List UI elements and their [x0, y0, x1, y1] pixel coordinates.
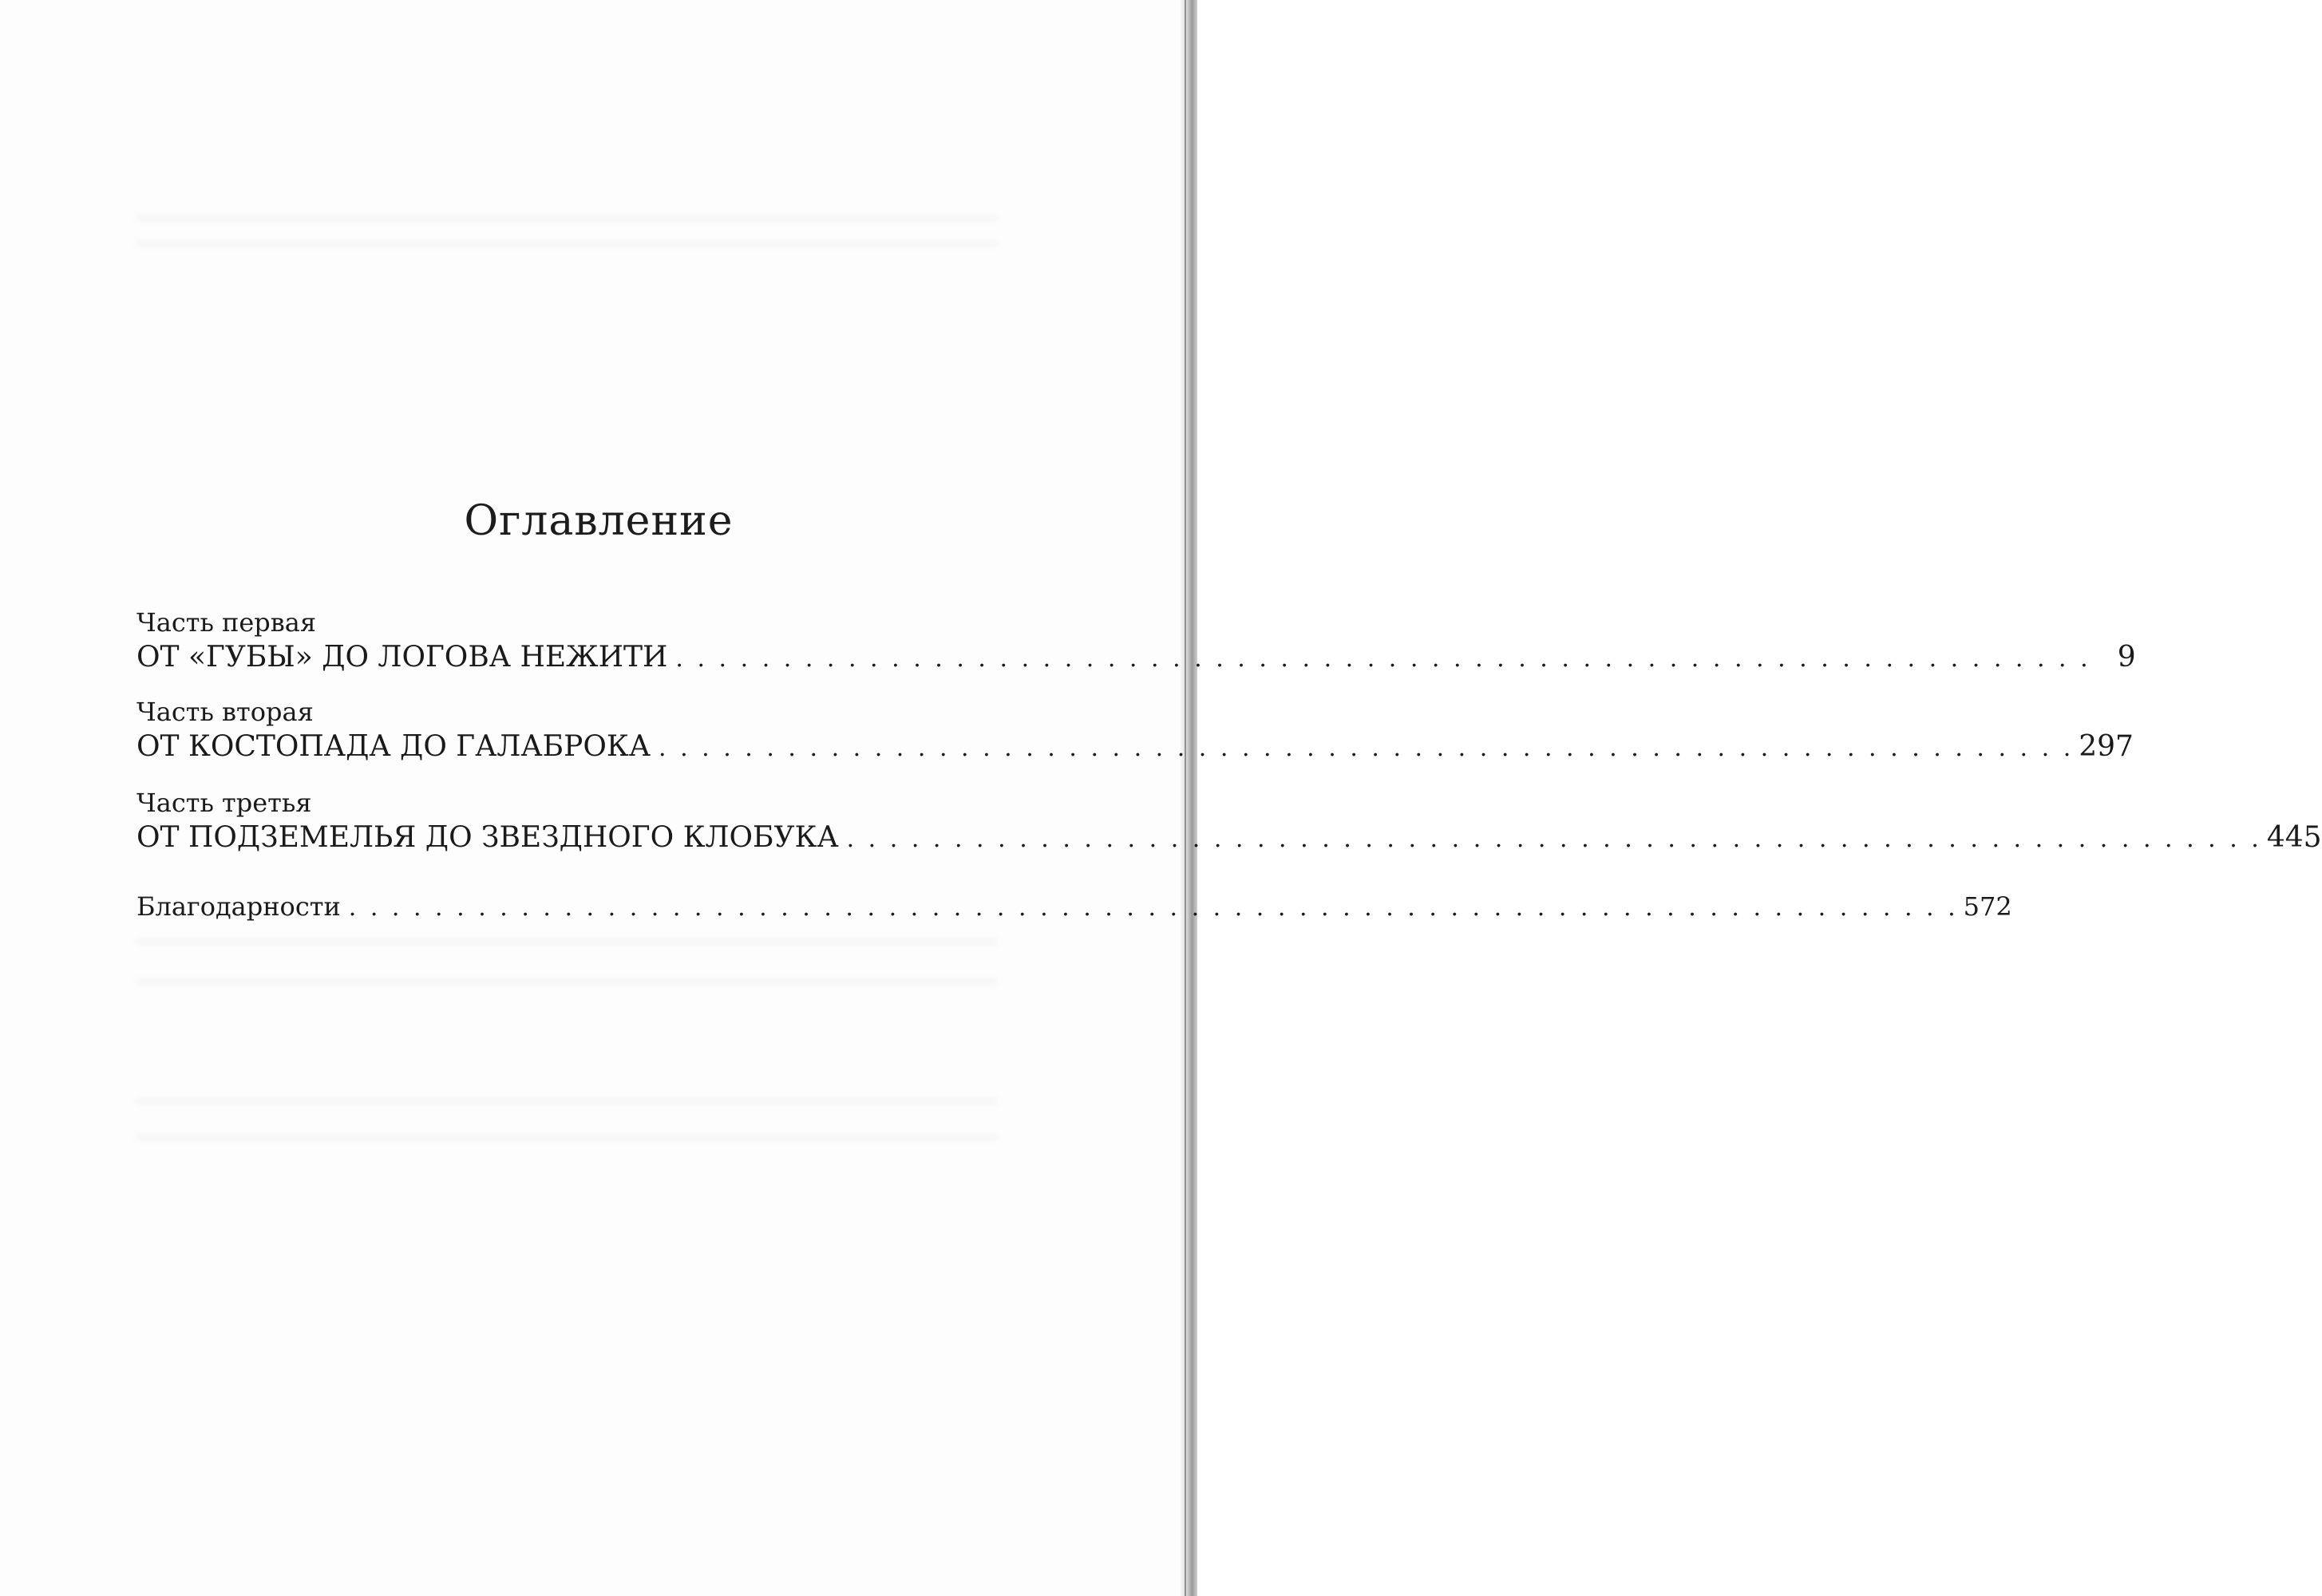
show-through-line: [136, 214, 998, 222]
dot-leader: . . . . . . . . . . . . . . . . . . . . . . . . . . . . . . . . . . . . . . . . . . . . . . . . . . . . . . . . . . . . . . . . . .: [846, 825, 2262, 853]
toc-part-label: Часть вторая: [136, 697, 314, 727]
dot-leader: . . . . . . . . . . . . . . . . . . . . . . . . . . . . . . . . . . . . . . . . . . . . . . . . . . . . . . . . . . . . . . . . . . . . . . . . . . .: [348, 894, 1959, 922]
toc-part-2: [136, 696, 2134, 766]
toc-part-3: [136, 787, 2322, 857]
toc-page-number: 9: [2117, 641, 2136, 674]
show-through-line: [136, 239, 998, 247]
toc-entry[interactable]: [136, 638, 2136, 677]
toc-page-number: 297: [2079, 730, 2134, 763]
show-through-line: [136, 938, 998, 946]
toc-page-number: 572: [1963, 891, 2012, 922]
page-title: Оглавление: [464, 496, 734, 545]
toc-entry-title: ОТ ПОДЗЕМЕЛЬЯ ДО ЗВЕЗДНОГО КЛОБУКА: [136, 821, 839, 854]
toc-part-label: Часть третья: [136, 788, 312, 818]
toc-entry[interactable]: [136, 887, 2012, 926]
dot-leader: . . . . . . . . . . . . . . . . . . . . . . . . . . . . . . . . . . . . . . . . . . . . . . . . . . . . . . . . . . . . . . . . . .: [675, 645, 2091, 673]
toc-part-label: Часть первая: [136, 607, 317, 638]
toc-entry-title: ОТ КОСТОПАДА ДО ГАЛАБРОКА: [136, 730, 651, 763]
toc-entry[interactable]: [136, 728, 2134, 766]
page-edge-line: [1185, 0, 1186, 1596]
toc-entry-title: ОТ «ГУБЫ» ДО ЛОГОВА НЕЖИТИ: [136, 641, 668, 674]
toc-acknowledgements: [136, 887, 2012, 926]
toc-entry[interactable]: [136, 819, 2322, 857]
show-through-line: [136, 978, 998, 986]
toc-part-1: [136, 606, 2136, 677]
show-through-line: [136, 1097, 998, 1105]
page-edge-shadow: [1180, 0, 1197, 1596]
toc-entry-title: Благодарности: [136, 891, 341, 922]
toc-page-number: 445: [2266, 821, 2322, 854]
show-through-line: [136, 1133, 998, 1141]
dot-leader: . . . . . . . . . . . . . . . . . . . . . . . . . . . . . . . . . . . . . . . . . . . . . . . . . . . . . . . . . . . . . . . . . .: [659, 734, 2075, 762]
